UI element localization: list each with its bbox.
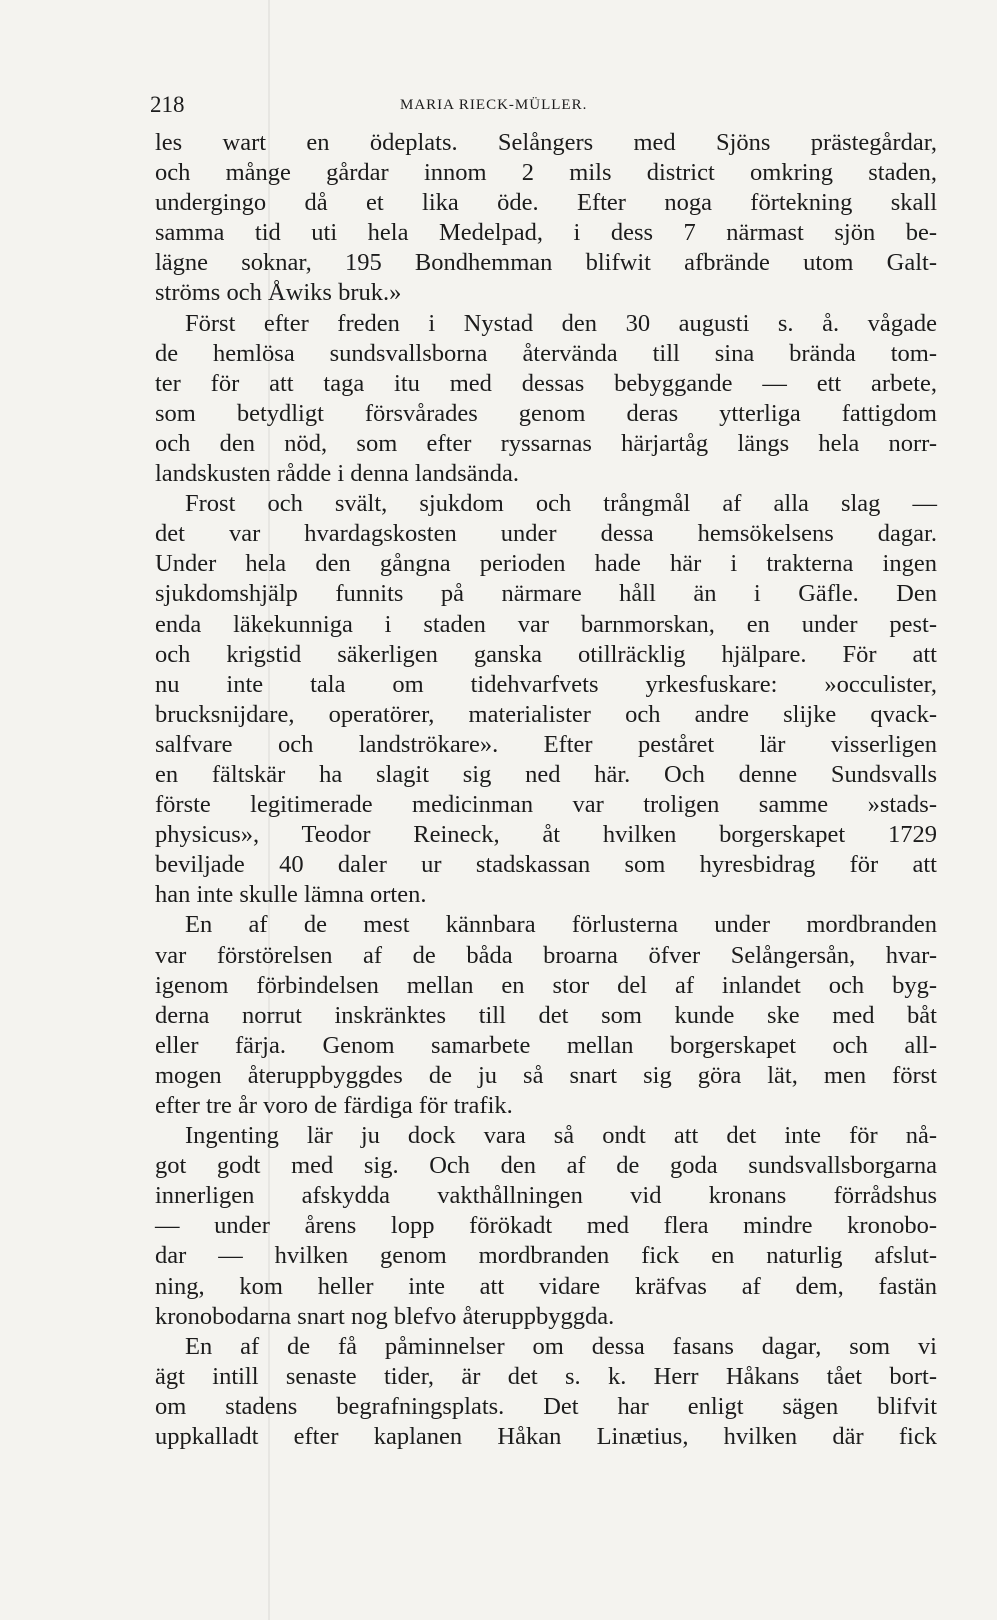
page-number: 218	[150, 92, 185, 117]
text-line: nu inte tala om tidehvarfvets yrkesfuskare: »occulister,	[155, 670, 937, 698]
text-line: Först efter freden i Nystad den 30 augusti s. å. vågade	[185, 309, 937, 337]
text-line: och krigstid säkerligen ganska otillräcklig hjälpare. För att	[155, 640, 937, 668]
text-line: Frost och svält, sjukdom och trångmål af alla slag —	[185, 490, 937, 518]
text-line: de hemlösa sundsvallsborna återvända till sina brända tom-	[155, 339, 937, 367]
text-line: derna norrut inskränktes till det som kunde ske med båt	[155, 1001, 937, 1029]
text-line: En af de få påminnelser om dessa fasans dagar, som vi	[185, 1332, 937, 1360]
text-line: kronobodarna snart nog blefvo återuppbyggda.	[155, 1302, 615, 1330]
text-line: Ingenting lär ju dock vara så ondt att det inte för nå-	[185, 1122, 937, 1150]
text-line: beviljade 40 daler ur stadskassan som hyresbidrag för att	[155, 851, 937, 879]
text-line: landskusten rådde i denna landsända.	[155, 460, 519, 488]
text-line: igenom förbindelsen mellan en stor del af inlandet och byg-	[155, 971, 937, 999]
text-line: ströms och Åwiks bruk.»	[155, 279, 402, 307]
text-line: brucksnijdare, operatörer, materialister och andre slijke qvack-	[155, 700, 937, 728]
text-line: som betydligt försvårades genom deras ytterliga fattigdom	[155, 399, 937, 427]
text-line: physicus», Teodor Reineck, åt hvilken borgerskapet 1729	[155, 821, 937, 849]
text-line: En af de mest kännbara förlusterna under mordbranden	[185, 911, 937, 939]
text-line: en fältskär ha slagit sig ned här. Och denne Sundsvalls	[155, 760, 937, 788]
text-line: Under hela den gångna perioden hade här i trakterna ingen	[155, 550, 937, 578]
running-head: MARIA RIECK-MÜLLER.	[400, 97, 588, 113]
text-line: var förstörelsen af de båda broarna öfver Selångersån, hvar-	[155, 941, 937, 969]
text-line: innerligen afskydda vakthållningen vid kronans förrådshus	[155, 1182, 937, 1210]
text-line: sjukdomshjälp funnits på närmare håll än i Gäfle. Den	[155, 580, 937, 608]
text-line: — under årens lopp förökadt med flera mindre kronobo-	[155, 1212, 937, 1240]
text-line: och månge gårdar innom 2 mils district omkring staden,	[155, 159, 937, 187]
text-line: och den nöd, som efter ryssarnas härjartåg längs hela norr-	[155, 429, 937, 457]
text-line: efter tre år voro de färdiga för trafik.	[155, 1092, 513, 1119]
text-line: det var hvardagskosten under dessa hemsökelsens dagar.	[155, 520, 937, 548]
text-line: got godt med sig. Och den af de goda sundsvallsborgarna	[155, 1152, 937, 1180]
text-line: lägne soknar, 195 Bondhemman blifwit afbrände utom Galt-	[155, 249, 937, 277]
text-line: eller färja. Genom samarbete mellan borgerskapet och all-	[155, 1031, 937, 1059]
text-line: les wart en ödeplats. Selångers med Sjöns prästegårdar,	[155, 129, 937, 156]
text-line: han inte skulle lämna orten.	[155, 881, 427, 909]
text-line: mogen återuppbyggdes de ju så snart sig göra lät, men först	[155, 1061, 937, 1089]
text-line: ter för att taga itu med dessas bebyggande — ett arbete,	[155, 369, 937, 397]
text-line: ägt intill senaste tider, är det s. k. Herr Håkans tået bort-	[155, 1362, 937, 1390]
text-line: enda läkekunniga i staden var barnmorskan, en under pest-	[155, 610, 937, 638]
text-line: undergingo då et lika öde. Efter noga förtekning skall	[155, 189, 937, 217]
text-line: ning, kom heller inte att vidare kräfvas af dem, fastän	[155, 1272, 937, 1300]
text-line: dar — hvilken genom mordbranden fick en naturlig afslut-	[155, 1242, 937, 1270]
text-line: uppkalladt efter kaplanen Håkan Linætius, hvilken där fick	[155, 1423, 937, 1451]
text-line: förste legitimerade medicinman var troligen samme »stads-	[155, 791, 937, 819]
body-text	[155, 128, 937, 1452]
text-line: samma tid uti hela Medelpad, i dess 7 närmast sjön be-	[155, 219, 937, 247]
page-header	[150, 92, 940, 122]
text-line: om stadens begrafningsplats. Det har enligt sägen blifvit	[155, 1392, 937, 1420]
text-line: salfvare och landströkare». Efter peståret lär visserligen	[155, 730, 937, 758]
